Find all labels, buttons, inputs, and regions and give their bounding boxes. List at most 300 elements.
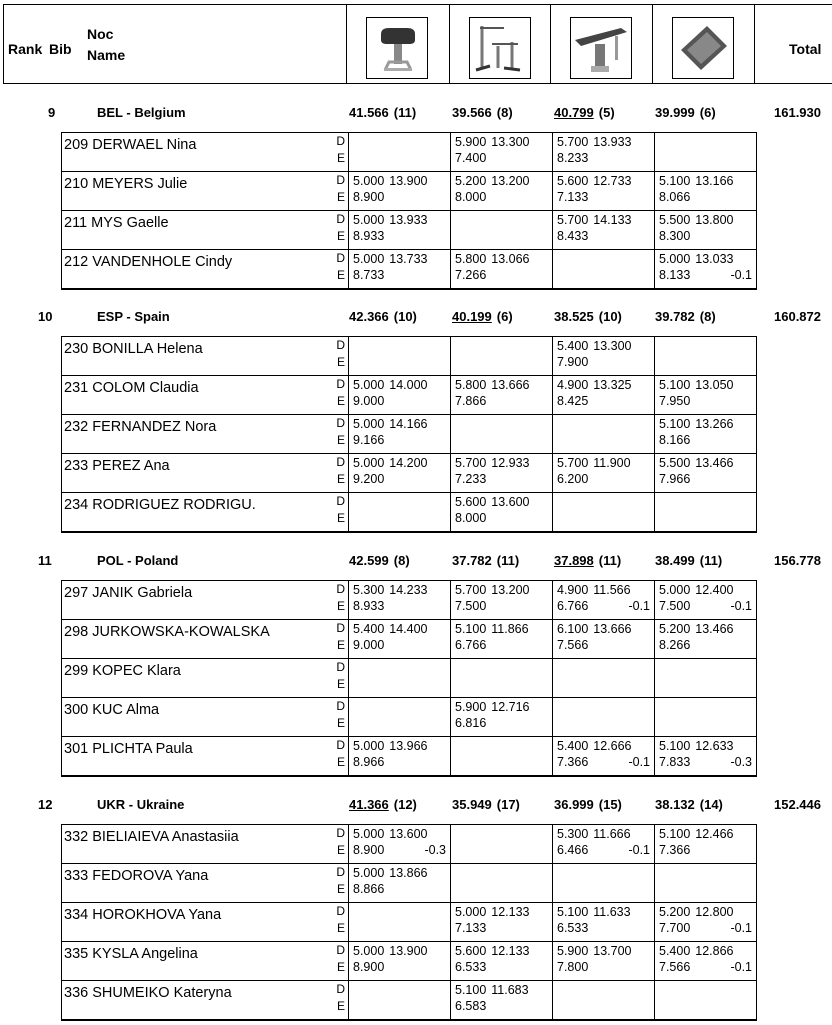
- apparatus-score-cell: [349, 415, 451, 453]
- d-and-final-score: [353, 456, 428, 470]
- athlete-row: [61, 453, 757, 492]
- e-score: 6.766: [455, 638, 487, 652]
- apparatus-score-cell: [655, 942, 757, 980]
- athlete-bib-name: 333 FEDOROVA Yana: [64, 868, 209, 884]
- athletes-grid: [61, 336, 757, 533]
- d-score: 5.000: [353, 417, 385, 431]
- apparatus-score-cell: [553, 415, 655, 453]
- d-and-final-score: [455, 622, 529, 636]
- final-score: 12.933: [491, 456, 530, 470]
- d-and-final-score: [353, 944, 428, 958]
- d-and-final-score: [557, 739, 632, 753]
- e-score: 9.000: [353, 638, 385, 652]
- final-score: 12.133: [491, 905, 530, 919]
- final-score: 13.933: [389, 213, 428, 227]
- apparatus-score-cell: [553, 250, 655, 288]
- d-and-final-score: [455, 983, 529, 997]
- apparatus-score-cell: [451, 172, 553, 210]
- team-score-rank: (8): [393, 553, 410, 568]
- d-and-final-score: [557, 213, 632, 227]
- d-and-final-score: [353, 866, 428, 880]
- apparatus-score-cell: [349, 620, 451, 658]
- apparatus-score-cell: [349, 981, 451, 1019]
- d-score: 5.100: [659, 417, 691, 431]
- final-score: 13.700: [593, 944, 632, 958]
- apparatus-score-cell: [451, 737, 553, 775]
- e-score: 7.800: [557, 960, 589, 974]
- e-score: 7.266: [455, 268, 487, 282]
- athlete-name-cell: [61, 737, 349, 775]
- apparatus-score-cell: [451, 250, 553, 288]
- d-and-final-score: [455, 456, 530, 470]
- difficulty-label: D: [336, 377, 345, 391]
- execution-label: E: [336, 190, 345, 204]
- apparatus-score-cell: [655, 172, 757, 210]
- apparatus-score-cell: [553, 172, 655, 210]
- e-score: 7.500: [659, 599, 691, 613]
- d-and-final-score: [455, 583, 530, 597]
- e-score: 9.000: [353, 394, 385, 408]
- d-score: 5.000: [353, 378, 385, 392]
- final-score: 13.600: [389, 827, 428, 841]
- d-score: 5.700: [455, 456, 487, 470]
- apparatus-score-cell: [655, 737, 757, 775]
- team-score-value: 37.782: [452, 553, 492, 568]
- apparatus-score-cell: [553, 454, 655, 492]
- athlete-name-cell: [61, 415, 349, 453]
- d-and-final-score: [455, 252, 530, 266]
- d-score: 5.600: [557, 174, 589, 188]
- penalty-deduction: -0.3: [424, 843, 446, 857]
- final-score: 14.400: [389, 622, 428, 636]
- final-score: 13.050: [695, 378, 734, 392]
- apparatus-score-cell: [655, 620, 757, 658]
- apparatus-score-cell: [553, 376, 655, 414]
- d-score: 5.000: [353, 174, 385, 188]
- final-score: 13.666: [593, 622, 632, 636]
- final-score: 11.900: [593, 456, 631, 470]
- d-score: 5.600: [455, 944, 487, 958]
- d-and-final-score: [557, 944, 632, 958]
- penalty-deduction: -0.1: [628, 599, 650, 613]
- athlete-bib-name: 231 COLOM Claudia: [64, 380, 199, 396]
- d-score: 5.100: [659, 378, 691, 392]
- execution-label: E: [336, 882, 345, 896]
- d-and-final-score: [353, 174, 428, 188]
- apparatus-score-cell: [655, 337, 757, 375]
- team-row: [0, 105, 832, 125]
- difficulty-label: D: [336, 660, 345, 674]
- apparatus-score-cell: [451, 864, 553, 902]
- d-score: 6.100: [557, 622, 589, 636]
- athlete-bib-name: 230 BONILLA Helena: [64, 341, 203, 357]
- apparatus-score-cell: [349, 659, 451, 697]
- apparatus-score-cell: [349, 903, 451, 941]
- e-score: 8.166: [659, 433, 691, 447]
- d-score: 5.700: [455, 583, 487, 597]
- athlete-row: [61, 580, 757, 619]
- e-score: 8.066: [659, 190, 691, 204]
- team-score-value: 42.599: [349, 553, 389, 568]
- apparatus-score-cell: [349, 337, 451, 375]
- apparatus-score-cell: [655, 903, 757, 941]
- e-score: 8.900: [353, 190, 385, 204]
- final-score: 13.033: [695, 252, 734, 266]
- apparatus-score-cell: [349, 942, 451, 980]
- team-score-value: 40.199: [452, 309, 492, 324]
- athlete-bib-name: 301 PLICHTA Paula: [64, 741, 193, 757]
- final-score: 11.866: [491, 622, 529, 636]
- d-score: 5.000: [659, 583, 691, 597]
- vault-header-cell: [347, 4, 450, 84]
- team-noc: ESP - Spain: [97, 309, 170, 324]
- d-score: 5.000: [659, 252, 691, 266]
- apparatus-score-cell: [553, 903, 655, 941]
- e-score: 7.950: [659, 394, 691, 408]
- team-score-rank: (10): [393, 309, 417, 324]
- athlete-bib-name: 299 KOPEC Klara: [64, 663, 181, 679]
- apparatus-score-cell: [655, 493, 757, 531]
- d-and-final-score: [353, 417, 428, 431]
- d-and-final-score: [557, 174, 632, 188]
- team-apparatus-score: [452, 105, 513, 120]
- athlete-name-cell: [61, 211, 349, 249]
- final-score: 12.466: [695, 827, 734, 841]
- apparatus-score-cell: [553, 864, 655, 902]
- final-score: 11.666: [593, 827, 631, 841]
- athlete-bib-name: 334 HOROKHOVA Yana: [64, 907, 222, 923]
- e-score: 6.200: [557, 472, 589, 486]
- apparatus-score-cell: [553, 620, 655, 658]
- team-apparatus-score: [349, 105, 416, 120]
- name-header: Name: [87, 47, 126, 63]
- d-and-final-score: [455, 700, 530, 714]
- athlete-name-cell: [61, 659, 349, 697]
- apparatus-score-cell: [553, 981, 655, 1019]
- team-score-value: 38.525: [554, 309, 594, 324]
- team-score-value: 37.898: [554, 553, 594, 568]
- e-score: 8.433: [557, 229, 589, 243]
- final-score: 12.716: [491, 700, 530, 714]
- team-score-rank: (17): [496, 797, 520, 812]
- execution-label: E: [336, 229, 345, 243]
- athlete-name-cell: [61, 620, 349, 658]
- d-and-final-score: [557, 135, 632, 149]
- final-score: 13.300: [593, 339, 632, 353]
- team-score-value: 36.999: [554, 797, 594, 812]
- apparatus-score-cell: [349, 698, 451, 736]
- apparatus-score-cell: [655, 376, 757, 414]
- final-score: 14.200: [389, 456, 428, 470]
- d-and-final-score: [557, 827, 631, 841]
- final-score: 14.166: [389, 417, 428, 431]
- athlete-row: [61, 375, 757, 414]
- team-row: [0, 797, 832, 817]
- apparatus-score-cell: [553, 581, 655, 619]
- apparatus-score-cell: [655, 825, 757, 863]
- athlete-row: [61, 824, 757, 863]
- e-score: 7.966: [659, 472, 691, 486]
- penalty-deduction: -0.1: [628, 843, 650, 857]
- d-and-final-score: [455, 944, 530, 958]
- team-score-rank: (10): [598, 309, 622, 324]
- d-score: 5.100: [659, 827, 691, 841]
- apparatus-score-cell: [349, 211, 451, 249]
- d-score: 5.000: [353, 827, 385, 841]
- team-score-value: 38.132: [655, 797, 695, 812]
- final-score: 11.566: [593, 583, 631, 597]
- team-rank: 9: [48, 105, 56, 120]
- d-score: 5.900: [455, 700, 487, 714]
- final-score: 13.800: [695, 213, 734, 227]
- final-score: 13.900: [389, 174, 428, 188]
- d-and-final-score: [353, 583, 428, 597]
- execution-label: E: [336, 843, 345, 857]
- e-score: 8.933: [353, 599, 385, 613]
- d-and-final-score: [659, 456, 734, 470]
- execution-label: E: [336, 755, 345, 769]
- final-score: 13.666: [491, 378, 530, 392]
- d-and-final-score: [455, 174, 530, 188]
- difficulty-label: D: [336, 904, 345, 918]
- bib-header: Bib: [49, 41, 72, 57]
- apparatus-score-cell: [655, 581, 757, 619]
- d-and-final-score: [659, 378, 734, 392]
- d-and-final-score: [353, 827, 428, 841]
- d-score: 5.700: [557, 135, 589, 149]
- team-score-rank: (11): [699, 553, 723, 568]
- d-score: 5.000: [353, 739, 385, 753]
- apparatus-score-cell: [349, 172, 451, 210]
- apparatus-score-cell: [349, 250, 451, 288]
- difficulty-label: D: [336, 943, 345, 957]
- d-and-final-score: [557, 339, 632, 353]
- execution-label: E: [336, 716, 345, 730]
- d-and-final-score: [557, 456, 631, 470]
- execution-label: E: [336, 472, 345, 486]
- team-rank: 11: [38, 553, 52, 568]
- team-noc: BEL - Belgium: [97, 105, 186, 120]
- e-score: 6.816: [455, 716, 487, 730]
- athlete-bib-name: 233 PEREZ Ana: [64, 458, 170, 474]
- final-score: 13.466: [695, 622, 734, 636]
- apparatus-score-cell: [451, 903, 553, 941]
- apparatus-score-cell: [451, 415, 553, 453]
- d-score: 5.100: [659, 174, 691, 188]
- final-score: 12.733: [593, 174, 632, 188]
- d-and-final-score: [659, 174, 734, 188]
- athlete-bib-name: 297 JANIK Gabriela: [64, 585, 193, 601]
- team-apparatus-score: [554, 105, 615, 120]
- e-score: 7.133: [557, 190, 589, 204]
- athlete-name-cell: [61, 133, 349, 171]
- d-score: 5.200: [455, 174, 487, 188]
- difficulty-label: D: [336, 865, 345, 879]
- execution-label: E: [336, 677, 345, 691]
- apparatus-score-cell: [451, 825, 553, 863]
- athlete-name-cell: [61, 864, 349, 902]
- team-apparatus-score: [349, 553, 410, 568]
- d-score: 5.400: [557, 339, 589, 353]
- apparatus-score-cell: [349, 454, 451, 492]
- apparatus-score-cell: [451, 981, 553, 1019]
- final-score: 13.200: [491, 583, 530, 597]
- athlete-row: [61, 414, 757, 453]
- athlete-row: [61, 210, 757, 249]
- athlete-row: [61, 249, 757, 288]
- d-score: 5.000: [353, 213, 385, 227]
- e-score: 6.533: [557, 921, 589, 935]
- team-score-rank: (8): [699, 309, 716, 324]
- execution-label: E: [336, 921, 345, 935]
- d-and-final-score: [557, 622, 632, 636]
- final-score: 13.300: [491, 135, 530, 149]
- athlete-bib-name: 234 RODRIGUEZ RODRIGU.: [64, 497, 256, 513]
- e-score: 7.566: [659, 960, 691, 974]
- team-apparatus-score: [452, 797, 520, 812]
- apparatus-score-cell: [349, 864, 451, 902]
- team-score-rank: (11): [393, 105, 417, 120]
- d-and-final-score: [659, 944, 734, 958]
- e-score: 9.166: [353, 433, 385, 447]
- team-score-value: 41.366: [349, 797, 389, 812]
- team-apparatus-score: [554, 553, 621, 568]
- e-score: 8.425: [557, 394, 589, 408]
- athlete-name-cell: [61, 903, 349, 941]
- final-score: 13.325: [593, 378, 632, 392]
- difficulty-label: D: [336, 251, 345, 265]
- team-score-value: 39.999: [655, 105, 695, 120]
- d-score: 5.400: [557, 739, 589, 753]
- apparatus-score-cell: [451, 698, 553, 736]
- apparatus-score-cell: [553, 211, 655, 249]
- apparatus-score-cell: [451, 493, 553, 531]
- athlete-name-cell: [61, 493, 349, 531]
- apparatus-score-cell: [655, 698, 757, 736]
- e-score: 9.200: [353, 472, 385, 486]
- beam-header-cell: [551, 4, 653, 84]
- apparatus-score-cell: [349, 376, 451, 414]
- difficulty-label: D: [336, 338, 345, 352]
- apparatus-score-cell: [451, 620, 553, 658]
- apparatus-score-cell: [553, 737, 655, 775]
- athlete-row: [61, 492, 757, 531]
- e-score: 7.366: [557, 755, 589, 769]
- apparatus-score-cell: [655, 659, 757, 697]
- final-score: 12.866: [695, 944, 734, 958]
- e-score: 8.900: [353, 843, 385, 857]
- d-and-final-score: [455, 905, 530, 919]
- athlete-bib-name: 336 SHUMEIKO Kateryna: [64, 985, 232, 1001]
- e-score: 8.900: [353, 960, 385, 974]
- d-and-final-score: [353, 252, 428, 266]
- d-score: 5.800: [455, 378, 487, 392]
- e-score: 6.466: [557, 843, 589, 857]
- d-and-final-score: [659, 739, 734, 753]
- team-total: 160.872: [774, 309, 821, 324]
- final-score: 13.933: [593, 135, 632, 149]
- e-score: 8.733: [353, 268, 385, 282]
- athlete-row: [61, 941, 757, 980]
- team-score-value: 39.782: [655, 309, 695, 324]
- d-score: 5.700: [557, 456, 589, 470]
- apparatus-score-cell: [451, 942, 553, 980]
- athlete-row: [61, 619, 757, 658]
- difficulty-label: D: [336, 212, 345, 226]
- d-score: 5.000: [353, 944, 385, 958]
- final-score: 12.800: [695, 905, 734, 919]
- results-header: [0, 4, 832, 86]
- d-score: 5.400: [659, 944, 691, 958]
- final-score: 14.233: [389, 583, 428, 597]
- athlete-name-cell: [61, 250, 349, 288]
- athlete-row: [61, 336, 757, 375]
- e-score: 7.500: [455, 599, 487, 613]
- apparatus-score-cell: [553, 659, 655, 697]
- team-noc: POL - Poland: [97, 553, 179, 568]
- athlete-bib-name: 209 DERWAEL Nina: [64, 137, 197, 153]
- d-and-final-score: [353, 622, 428, 636]
- apparatus-score-cell: [655, 250, 757, 288]
- d-score: 5.100: [455, 622, 487, 636]
- team-score-value: 39.566: [452, 105, 492, 120]
- apparatus-score-cell: [349, 133, 451, 171]
- e-score: 7.833: [659, 755, 691, 769]
- d-score: 5.500: [659, 213, 691, 227]
- difficulty-label: D: [336, 494, 345, 508]
- team-score-value: 35.949: [452, 797, 492, 812]
- d-and-final-score: [353, 739, 428, 753]
- apparatus-score-cell: [553, 698, 655, 736]
- athlete-name-cell: [61, 581, 349, 619]
- e-score: 8.933: [353, 229, 385, 243]
- floor-exercise-icon: [672, 17, 734, 79]
- uneven-bars-icon: [469, 17, 531, 79]
- athlete-row: [61, 658, 757, 697]
- e-score: 7.700: [659, 921, 691, 935]
- noc-header: Noc: [87, 26, 114, 42]
- execution-label: E: [336, 999, 345, 1013]
- d-score: 5.000: [353, 456, 385, 470]
- team-score-rank: (6): [699, 105, 716, 120]
- d-and-final-score: [455, 495, 530, 509]
- athlete-bib-name: 212 VANDENHOLE Cindy: [64, 254, 233, 270]
- team-apparatus-score: [349, 797, 417, 812]
- team-apparatus-score: [452, 553, 519, 568]
- d-score: 5.900: [557, 944, 589, 958]
- execution-label: E: [336, 599, 345, 613]
- athletes-grid: [61, 824, 757, 1021]
- execution-label: E: [336, 511, 345, 525]
- e-score: 8.866: [353, 882, 385, 896]
- team-apparatus-score: [655, 309, 716, 324]
- team-score-rank: (11): [496, 553, 520, 568]
- execution-label: E: [336, 151, 345, 165]
- final-score: 12.633: [695, 739, 734, 753]
- d-and-final-score: [659, 622, 734, 636]
- team-total: 161.930: [774, 105, 821, 120]
- d-and-final-score: [659, 583, 734, 597]
- vault-icon: [366, 17, 428, 79]
- difficulty-label: D: [336, 173, 345, 187]
- d-and-final-score: [557, 583, 631, 597]
- difficulty-label: D: [336, 582, 345, 596]
- e-score: 8.266: [659, 638, 691, 652]
- d-score: 5.400: [353, 622, 385, 636]
- e-score: 8.133: [659, 268, 691, 282]
- athlete-bib-name: 210 MEYERS Julie: [64, 176, 188, 192]
- execution-label: E: [336, 638, 345, 652]
